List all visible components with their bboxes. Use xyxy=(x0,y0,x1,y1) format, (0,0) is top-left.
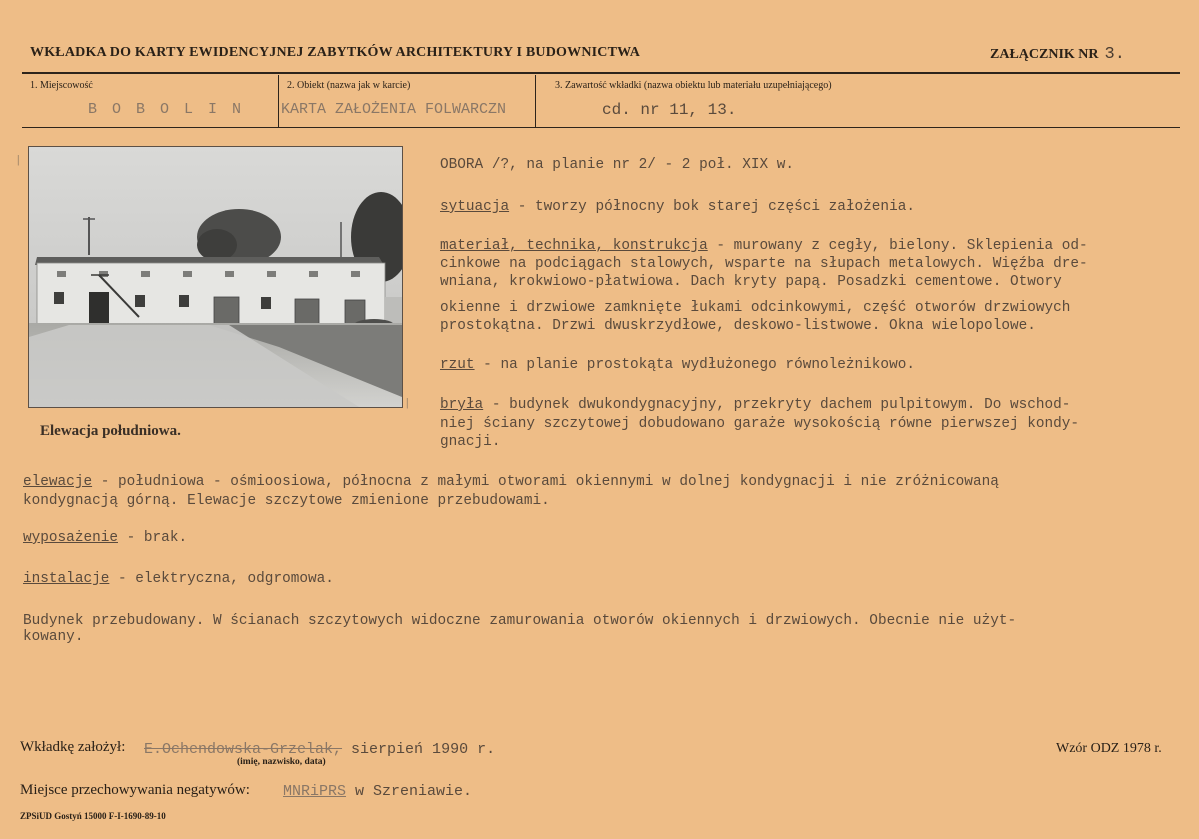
text-bryla-1: - budynek dwukondygnacyjny, przekryty dachem pulpitowym. Do wschod- xyxy=(483,397,1071,413)
text-instalacje: - elektryczna, odgromowa. xyxy=(109,571,334,587)
heading-bryla: bryła xyxy=(440,397,484,413)
card-title: WKŁADKA DO KARTY EWIDENCYJNEJ ZABYTKÓW ARCHITEKTURY I BUDOWNICTWA xyxy=(30,45,641,60)
content-label: 3. Zawartość wkładki (nazwa obiektu lub materiału uzupełniającego) xyxy=(555,80,832,91)
printer-imprint: ZPSiUD Gostyń 15000 F-I-1690-89-10 xyxy=(20,811,166,821)
heading-material: materiał, technika, konstrukcja xyxy=(440,238,708,254)
text-elewacje-1: - południowa - ośmioosiowa, północna z małymi otworami okiennymi w dolnej kondygnacji i nie zróżnicowaną xyxy=(92,474,999,490)
text-bryla-3: gnacji. xyxy=(440,434,501,450)
section-wyposazenie xyxy=(23,530,187,547)
negatives-value xyxy=(283,783,472,800)
text-rzut: - na planie prostokąta wydłużonego równoleżnikowo. xyxy=(474,357,915,373)
text-material-2: cinkowe na podciągach stalowych, wsparte na słupach metalowych. Więźba dre- xyxy=(440,256,1088,272)
negatives-place: w Szreniawie. xyxy=(346,783,473,800)
note-line-1: Budynek przebudowany. W ścianach szczytowych widoczne zamurowania otworów okiennych i drzwiowych. Obecnie nie użyt- xyxy=(23,613,1017,629)
section-sytuacja xyxy=(440,199,915,216)
section-rzut xyxy=(440,357,915,374)
heading-elewacje: elewacje xyxy=(23,474,93,490)
heading-wyposazenie: wyposażenie xyxy=(23,530,118,546)
author-date: sierpień 1990 r. xyxy=(342,741,496,758)
annex-label: ZAŁĄCZNIK NR xyxy=(990,47,1099,62)
locality-label: 1. Miejscowość xyxy=(30,80,93,91)
author-value xyxy=(144,741,495,758)
object-title: OBORA /?, na planie nr 2/ - 2 poł. XIX w. xyxy=(440,157,795,173)
negatives-label: Miejsce przechowywania negatywów: xyxy=(20,782,250,798)
heading-instalacje: instalacje xyxy=(23,571,110,587)
text-elewacje-2: kondygnacją górną. Elewacje szczytowe zmienione przebudowami. xyxy=(23,493,550,509)
heading-rzut: rzut xyxy=(440,357,475,373)
author-label: Wkładkę założył: xyxy=(20,739,126,755)
text-sytuacja: - tworzy północny bok starej części założenia. xyxy=(509,199,915,215)
text-bryla-2: niej ściany szczytowej dobudowano garaże wysokością równe pierwszej kondy- xyxy=(440,416,1080,432)
annex-value: 3. xyxy=(1104,45,1125,64)
text-wyposazenie: - brak. xyxy=(118,530,188,546)
negatives-institution: MNRiPRS xyxy=(283,783,347,800)
photo-caption: Elewacja południowa. xyxy=(40,423,181,439)
field-divider-1 xyxy=(278,75,279,127)
heading-sytuacja: sytuacja xyxy=(440,199,510,215)
annex-number xyxy=(990,45,1125,64)
section-bryla xyxy=(440,397,1070,414)
section-elewacje xyxy=(23,474,999,491)
content-value: cd. nr 11, 13. xyxy=(602,101,737,119)
note-line-2: kowany. xyxy=(23,629,84,645)
building-photo xyxy=(28,146,403,408)
locality-value: B O B O L I N xyxy=(88,101,245,118)
author-name: E.Ochendowska-Grzelak, xyxy=(144,741,343,758)
text-material-4: okienne i drzwiowe zamknięte łukami odcinkowymi, część otworów drzwiowych xyxy=(440,300,1071,316)
margin-mark-photo: | xyxy=(406,395,409,409)
section-instalacje xyxy=(23,571,334,588)
object-value: KARTA ZAŁOŻENIA FOLWARCZN xyxy=(281,101,507,118)
author-hint: (imię, nazwisko, data) xyxy=(237,757,326,767)
text-material-1: - murowany z cegły, bielony. Sklepienia od- xyxy=(707,238,1088,254)
margin-mark-left: | xyxy=(17,152,20,166)
section-material xyxy=(440,238,1088,255)
farm-building-image xyxy=(29,147,402,407)
header-rule-bottom xyxy=(22,127,1180,128)
text-material-5: prostokątna. Drzwi dwuskrzydłowe, deskowo-listwowe. Okna wielopolowe. xyxy=(440,318,1036,334)
header-rule-top xyxy=(22,72,1180,74)
text-material-3: wniana, krokwiowo-płatwiowa. Dach kryty papą. Posadzki cementowe. Otwory xyxy=(440,274,1062,290)
template-version: Wzór ODZ 1978 r. xyxy=(1056,741,1162,756)
field-divider-2 xyxy=(535,75,536,127)
object-label: 2. Obiekt (nazwa jak w karcie) xyxy=(287,80,411,91)
